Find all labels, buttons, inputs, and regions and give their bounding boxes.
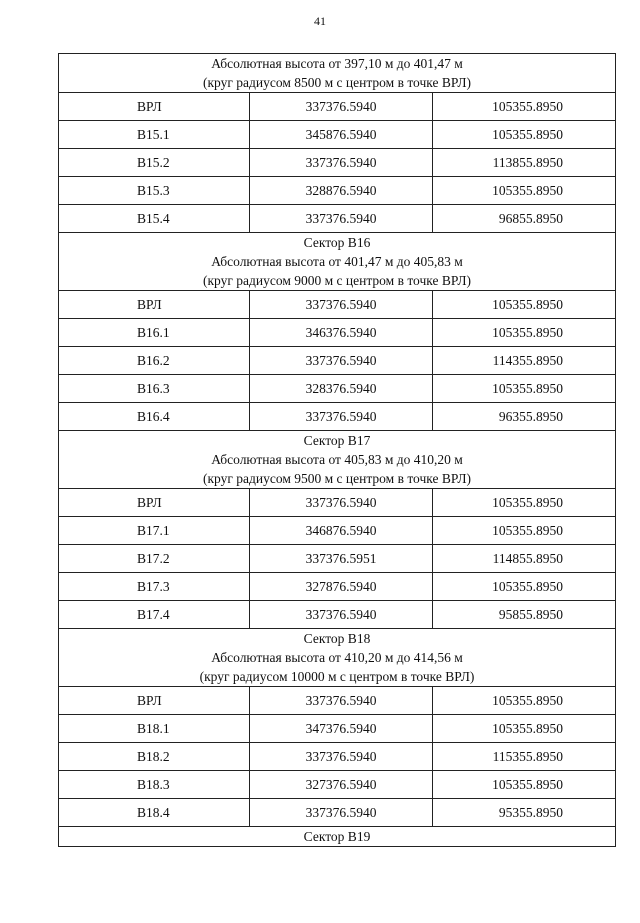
y-coordinate: 105355.8950 — [433, 573, 616, 601]
table-row — [59, 799, 616, 827]
table-row — [59, 375, 616, 403]
x-coordinate: 337376.5940 — [250, 205, 433, 233]
sector-header-row — [59, 827, 616, 847]
sector-header-row — [59, 54, 616, 93]
y-coordinate: 114355.8950 — [433, 347, 616, 375]
y-coordinate: 105355.8950 — [433, 319, 616, 347]
sector-header-row — [59, 431, 616, 489]
y-coordinate: 113855.8950 — [433, 149, 616, 177]
y-coordinate: 105355.8950 — [433, 715, 616, 743]
x-coordinate: 347376.5940 — [250, 715, 433, 743]
x-coordinate: 346376.5940 — [250, 319, 433, 347]
x-coordinate: 337376.5951 — [250, 545, 433, 573]
y-coordinate: 105355.8950 — [433, 771, 616, 799]
x-coordinate: 345876.5940 — [250, 121, 433, 149]
point-name: В15.2 — [59, 149, 250, 177]
table-row — [59, 545, 616, 573]
table-row — [59, 517, 616, 545]
x-coordinate: 337376.5940 — [250, 403, 433, 431]
sector-title: Сектор В16 — [303, 235, 371, 250]
table-row — [59, 319, 616, 347]
y-coordinate: 95355.8950 — [433, 799, 616, 827]
y-coordinate: 96355.8950 — [433, 403, 616, 431]
table-row — [59, 347, 616, 375]
x-coordinate: 337376.5940 — [250, 687, 433, 715]
x-coordinate: 327376.5940 — [250, 771, 433, 799]
point-name: ВРЛ — [59, 687, 250, 715]
y-coordinate: 96855.8950 — [433, 205, 616, 233]
coordinates-table — [58, 53, 616, 847]
table-row — [59, 121, 616, 149]
point-name: ВРЛ — [59, 93, 250, 121]
x-coordinate: 337376.5940 — [250, 93, 433, 121]
sector-header-row — [59, 629, 616, 687]
x-coordinate: 328376.5940 — [250, 375, 433, 403]
point-name: В17.4 — [59, 601, 250, 629]
point-name: В18.1 — [59, 715, 250, 743]
x-coordinate: 337376.5940 — [250, 601, 433, 629]
altitude-range: Абсолютная высота от 405,83 м до 410,20 м — [211, 452, 463, 467]
point-name: В15.3 — [59, 177, 250, 205]
sector-header — [59, 54, 616, 93]
y-coordinate: 95855.8950 — [433, 601, 616, 629]
altitude-range: Абсолютная высота от 410,20 м до 414,56 м — [211, 650, 463, 665]
point-name: В16.3 — [59, 375, 250, 403]
table-row — [59, 93, 616, 121]
table-row — [59, 489, 616, 517]
table-row — [59, 743, 616, 771]
y-coordinate: 105355.8950 — [433, 291, 616, 319]
point-name: В17.2 — [59, 545, 250, 573]
x-coordinate: 337376.5940 — [250, 799, 433, 827]
altitude-range: Абсолютная высота от 401,47 м до 405,83 м — [211, 254, 463, 269]
table-row — [59, 601, 616, 629]
x-coordinate: 327876.5940 — [250, 573, 433, 601]
y-coordinate: 105355.8950 — [433, 121, 616, 149]
table-row — [59, 205, 616, 233]
point-name: В15.1 — [59, 121, 250, 149]
table-row — [59, 291, 616, 319]
circle-radius: (круг радиусом 8500 м с центром в точке ВРЛ) — [202, 75, 471, 90]
circle-radius: (круг радиусом 10000 м с центром в точке ВРЛ) — [199, 669, 475, 684]
circle-radius: (круг радиусом 9000 м с центром в точке ВРЛ) — [202, 273, 471, 288]
table-row — [59, 177, 616, 205]
sector-header-row — [59, 233, 616, 291]
page-number: 41 — [314, 14, 326, 28]
x-coordinate: 337376.5940 — [250, 149, 433, 177]
point-name: В16.2 — [59, 347, 250, 375]
point-name: В18.4 — [59, 799, 250, 827]
point-name: В16.4 — [59, 403, 250, 431]
point-name: В15.4 — [59, 205, 250, 233]
y-coordinate: 105355.8950 — [433, 177, 616, 205]
y-coordinate: 105355.8950 — [433, 517, 616, 545]
sector-title: Сектор В19 — [59, 827, 616, 847]
point-name: В16.1 — [59, 319, 250, 347]
y-coordinate: 105355.8950 — [433, 687, 616, 715]
x-coordinate: 337376.5940 — [250, 347, 433, 375]
y-coordinate: 115355.8950 — [433, 743, 616, 771]
sector-title: Сектор В17 — [303, 433, 371, 448]
point-name: В17.1 — [59, 517, 250, 545]
table-row — [59, 715, 616, 743]
table-row — [59, 403, 616, 431]
table-row — [59, 771, 616, 799]
point-name: ВРЛ — [59, 291, 250, 319]
x-coordinate: 346876.5940 — [250, 517, 433, 545]
point-name: В18.3 — [59, 771, 250, 799]
table-row — [59, 687, 616, 715]
sector-header — [59, 629, 616, 687]
x-coordinate: 328876.5940 — [250, 177, 433, 205]
y-coordinate: 105355.8950 — [433, 375, 616, 403]
point-name: В18.2 — [59, 743, 250, 771]
altitude-range: Абсолютная высота от 397,10 м до 401,47 м — [211, 56, 463, 71]
y-coordinate: 105355.8950 — [433, 489, 616, 517]
coordinates-table-body — [59, 54, 616, 847]
table-row — [59, 573, 616, 601]
sector-header — [59, 233, 616, 291]
x-coordinate: 337376.5940 — [250, 489, 433, 517]
point-name: В17.3 — [59, 573, 250, 601]
sector-header — [59, 431, 616, 489]
y-coordinate: 114855.8950 — [433, 545, 616, 573]
table-row — [59, 149, 616, 177]
y-coordinate: 105355.8950 — [433, 93, 616, 121]
x-coordinate: 337376.5940 — [250, 743, 433, 771]
point-name: ВРЛ — [59, 489, 250, 517]
sector-title: Сектор В18 — [303, 631, 371, 646]
x-coordinate: 337376.5940 — [250, 291, 433, 319]
circle-radius: (круг радиусом 9500 м с центром в точке ВРЛ) — [202, 471, 471, 486]
